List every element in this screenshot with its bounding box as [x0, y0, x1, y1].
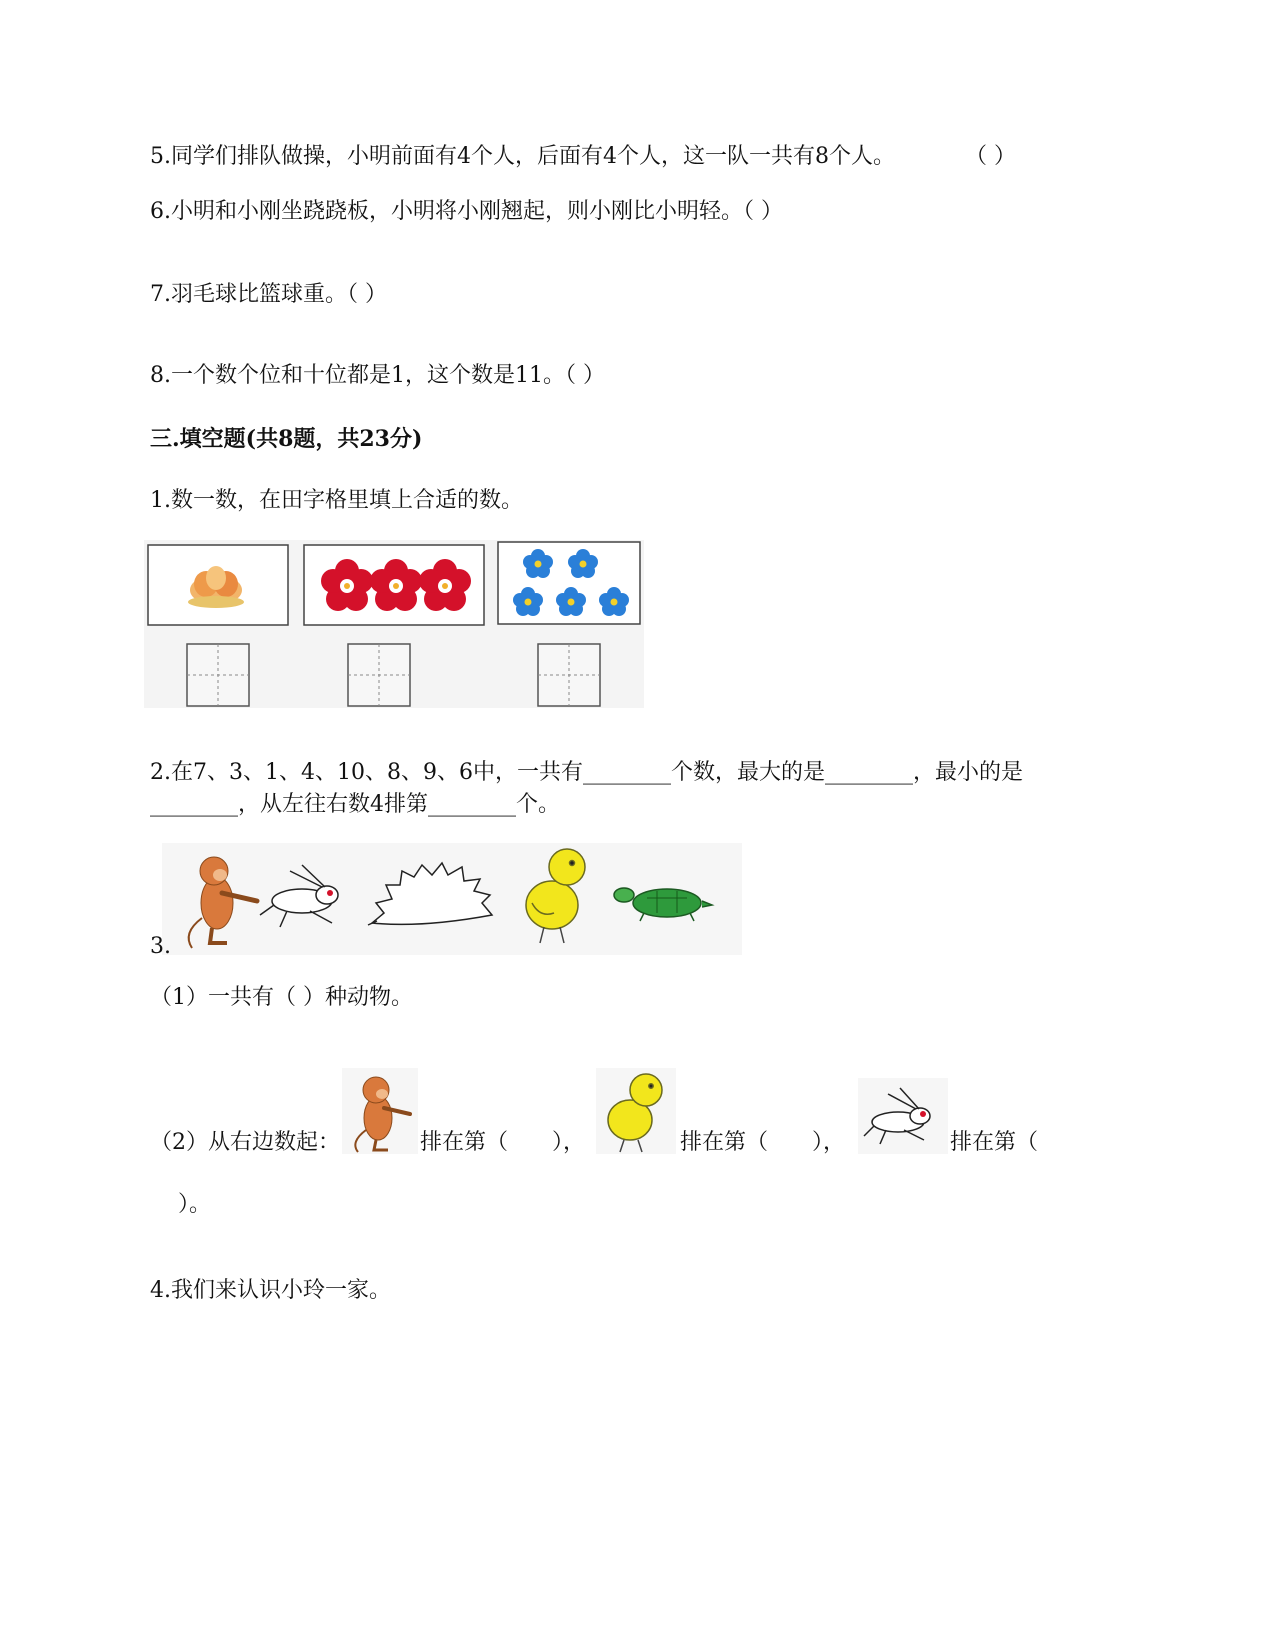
fill-question-1: 1.数一数，在田字格里填上合适的数。 — [150, 488, 523, 513]
red-flower-icon — [321, 559, 471, 611]
question-6: 6.小明和小刚坐跷跷板，小明将小刚翘起，则小刚比小明轻。（ ） — [150, 199, 783, 224]
animals-figure — [162, 843, 742, 955]
inline-monkey — [342, 1068, 418, 1158]
question-8: 8.一个数个位和十位都是1，这个数是11。（ ） — [150, 363, 605, 388]
fill-question-2-line-2: ________，从左往右数4排第________个。 — [150, 792, 560, 817]
fill-question-2-line-1: 2.在7、3、1、4、10、8、9、6中，一共有________个数，最大的是________，最小的是 — [150, 760, 1023, 785]
fill-question-4: 4.我们来认识小玲一家。 — [150, 1278, 391, 1303]
question-5-text: 5.同学们排队做操，小明前面有4个人，后面有4个人，这一队一共有8个人。 — [150, 144, 895, 169]
fill-question-3-sub-2-segment-2: 排在第（ ）， — [680, 1130, 846, 1155]
question-5 — [150, 142, 1016, 172]
question-7: 7.羽毛球比篮球重。（ ） — [150, 282, 387, 307]
section-title: 三.填空题(共8题，共23分) — [150, 426, 423, 452]
fill-question-3-sub-2-segment-1: 排在第（ ）， — [420, 1130, 586, 1155]
fill-question-3-sub-1: （1）一共有（ ）种动物。 — [150, 985, 413, 1010]
counting-figure — [144, 540, 644, 708]
inline-rabbit — [858, 1078, 948, 1158]
fill-question-3-sub-2-last: 排在第（ — [950, 1130, 1039, 1155]
question-5-answer[interactable]: （ ） — [964, 144, 1016, 169]
inline-chick — [596, 1068, 676, 1158]
fill-question-3-number: 3. — [150, 934, 171, 959]
fill-question-3-sub-2-end: ）。 — [178, 1192, 212, 1217]
fill-question-3-sub-2-prefix: （2）从右边数起： — [150, 1130, 340, 1155]
